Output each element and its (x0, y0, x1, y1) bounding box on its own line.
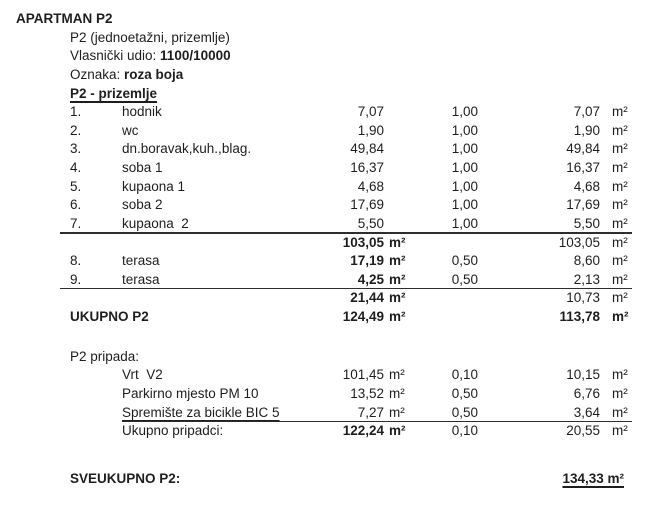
belonging-label: Ukupno pripadci: (122, 423, 224, 439)
coefficient-value: 1,00 (451, 178, 478, 194)
reduced-area-value: 16,37 (566, 160, 600, 175)
reduced-area-value: 10,15 (566, 367, 600, 383)
table-row (0, 404, 667, 423)
row-number: 8. (70, 253, 82, 269)
grand-total-value: 134,33 m² (562, 470, 624, 486)
area-value: 5,50 (357, 215, 384, 231)
coefficient-value: 0,50 (451, 253, 478, 269)
coefficient-value: 0,50 (451, 385, 478, 401)
room-label (122, 234, 305, 253)
table-row (0, 271, 667, 290)
table-row (0, 103, 667, 122)
room-label: kupaona 2 (122, 215, 189, 231)
grand-total-row (0, 470, 667, 489)
table-row (0, 215, 667, 234)
ownership-value: 1100/10000 (160, 48, 231, 64)
room-label: dn.boravak,kuh.,blag. (122, 141, 252, 157)
reduced-area-value: 1,90 (573, 122, 600, 138)
reduced-area-value: 5,50 (573, 215, 600, 231)
main-area-table (0, 103, 667, 327)
ownership-label: Vlasnički udio: (70, 48, 161, 64)
area-value: 1,90 (357, 122, 384, 138)
row-number (70, 404, 122, 423)
area-unit (384, 122, 407, 141)
coefficient-value: 1,00 (451, 122, 478, 138)
area-unit: m² (389, 367, 405, 383)
table-row (0, 196, 667, 215)
area-value: 4,25 (357, 271, 384, 287)
area-value: 17,19 (350, 253, 384, 269)
row-number (70, 385, 122, 404)
subtotal-row (0, 289, 667, 308)
belongings-section (0, 348, 667, 441)
reduced-area-unit: m² (612, 197, 628, 213)
area-unit: m² (389, 423, 406, 439)
area-unit: m² (389, 404, 405, 420)
reduced-area-value: 20,55 (566, 423, 600, 439)
reduced-area-value: 8,60 (573, 253, 600, 269)
room-label: soba 1 (122, 160, 163, 175)
grand-total-label: SVEUKUPNO P2: (70, 470, 181, 486)
area-unit: m² (389, 385, 405, 401)
ownership-line (0, 47, 667, 66)
coefficient-value: 1,00 (451, 141, 478, 157)
reduced-area-unit: m² (612, 141, 628, 157)
table-row (0, 385, 667, 404)
area-value: 7,07 (357, 104, 384, 120)
reduced-area-unit: m² (612, 215, 628, 231)
section-heading: P2 - prizemlje (70, 85, 158, 101)
reduced-area-unit: m² (612, 367, 628, 383)
reduced-area-unit: m² (612, 104, 628, 120)
room-label: kupaona 1 (122, 178, 186, 194)
total-area-value: 124,49 (342, 309, 384, 324)
coefficient-value: 1,00 (451, 160, 478, 175)
table-row (0, 252, 667, 271)
coefficient-value (407, 234, 478, 253)
apartment-subtitle: P2 (jednoetažni, prizemlje) (70, 29, 230, 45)
total-reduced-area-value: 113,78 (559, 309, 600, 324)
subtotal-row (0, 234, 667, 253)
document-title: APARTMAN P2 (16, 11, 113, 26)
area-value: 49,84 (350, 141, 384, 157)
table-row (0, 178, 667, 197)
coefficient-value: 1,00 (451, 197, 478, 213)
area-unit: m² (389, 234, 406, 250)
coefficient-value: 1,00 (451, 104, 478, 120)
room-label: wc (122, 122, 139, 138)
area-value: 101,45 (342, 367, 384, 383)
reduced-area-value: 6,76 (573, 385, 600, 401)
reduced-area-value: 7,07 (573, 104, 600, 120)
mark-label: Oznaka: (70, 66, 125, 82)
area-value: 13,52 (350, 385, 384, 401)
area-unit: m² (389, 309, 406, 324)
mark-value: roza boja (124, 66, 184, 82)
row-number: 3. (70, 141, 82, 157)
row-number (70, 234, 122, 253)
section-heading-line (0, 85, 667, 104)
row-number: 5. (70, 178, 82, 194)
reduced-area-value: 4,68 (573, 178, 600, 194)
reduced-area-value: 103,05 (558, 234, 600, 250)
reduced-area-unit: m² (612, 423, 628, 439)
row-number (70, 289, 122, 308)
belonging-label: Spremište za bicikle BIC 5 (122, 404, 280, 420)
reduced-area-unit: m² (612, 160, 628, 175)
table-row (0, 122, 667, 141)
row-number: 4. (70, 160, 82, 175)
area-value: 4,68 (357, 178, 384, 194)
reduced-area-value: 49,84 (566, 141, 600, 157)
reduced-area-unit: m² (612, 385, 628, 401)
coefficient-value: 1,00 (451, 215, 478, 231)
reduced-area-unit: m² (612, 404, 628, 420)
row-number: 7. (70, 215, 82, 231)
reduced-area-unit: m² (612, 234, 628, 250)
reduced-area-value: 3,64 (573, 404, 600, 420)
area-unit: m² (389, 271, 406, 287)
reduced-area-value: 10,73 (566, 290, 600, 306)
reduced-area-unit: m² (612, 253, 628, 269)
subtotal-row (0, 422, 667, 441)
row-number: 6. (70, 197, 82, 213)
reduced-area-value: 17,69 (566, 197, 600, 213)
reduced-area-unit: m² (612, 271, 628, 287)
subtotal-area-value: 122,24 (342, 423, 384, 439)
total-row-label: UKUPNO P2 (70, 309, 149, 324)
room-label (122, 289, 305, 308)
room-label: hodnik (122, 104, 162, 120)
row-number: 9. (70, 271, 82, 287)
room-label: terasa (122, 253, 160, 269)
reduced-area-unit: m² (612, 290, 628, 306)
subtotal-area-value: 103,05 (342, 234, 384, 250)
row-number: 1. (70, 104, 82, 120)
area-unit (384, 103, 407, 122)
reduced-area-value: 2,13 (573, 271, 600, 287)
area-unit: m² (389, 290, 406, 306)
area-unit (384, 215, 407, 234)
reduced-area-unit: m² (612, 122, 628, 138)
table-row (0, 159, 667, 178)
coefficient-value (407, 289, 478, 308)
total-row (0, 308, 667, 327)
area-value: 16,37 (350, 160, 384, 175)
room-label: soba 2 (122, 197, 163, 213)
belonging-label: Parkirno mjesto PM 10 (122, 385, 259, 401)
coefficient-value: 0,10 (451, 423, 478, 439)
mark-line (0, 66, 667, 85)
area-unit (384, 196, 407, 215)
area-value: 7,27 (357, 404, 384, 420)
coefficient-value: 0,10 (451, 367, 478, 383)
room-label: terasa (122, 271, 160, 287)
area-unit (384, 140, 407, 159)
area-unit (384, 159, 407, 178)
area-value: 17,69 (350, 197, 384, 213)
subtotal-area-value: 21,44 (350, 290, 384, 306)
coefficient-value: 0,50 (451, 404, 478, 420)
row-number (70, 366, 122, 385)
coefficient-value: 0,50 (451, 271, 478, 287)
row-number (70, 422, 122, 441)
reduced-area-unit: m² (612, 309, 629, 324)
table-row (0, 140, 667, 159)
area-unit: m² (389, 253, 406, 269)
belongings-heading: P2 pripada: (70, 348, 140, 364)
row-number: 2. (70, 122, 82, 138)
room-label (122, 308, 305, 327)
belonging-label: Vrt V2 (122, 367, 163, 383)
coefficient-value (407, 308, 478, 327)
area-unit (384, 178, 407, 197)
reduced-area-unit: m² (612, 178, 628, 194)
table-row (0, 366, 667, 385)
